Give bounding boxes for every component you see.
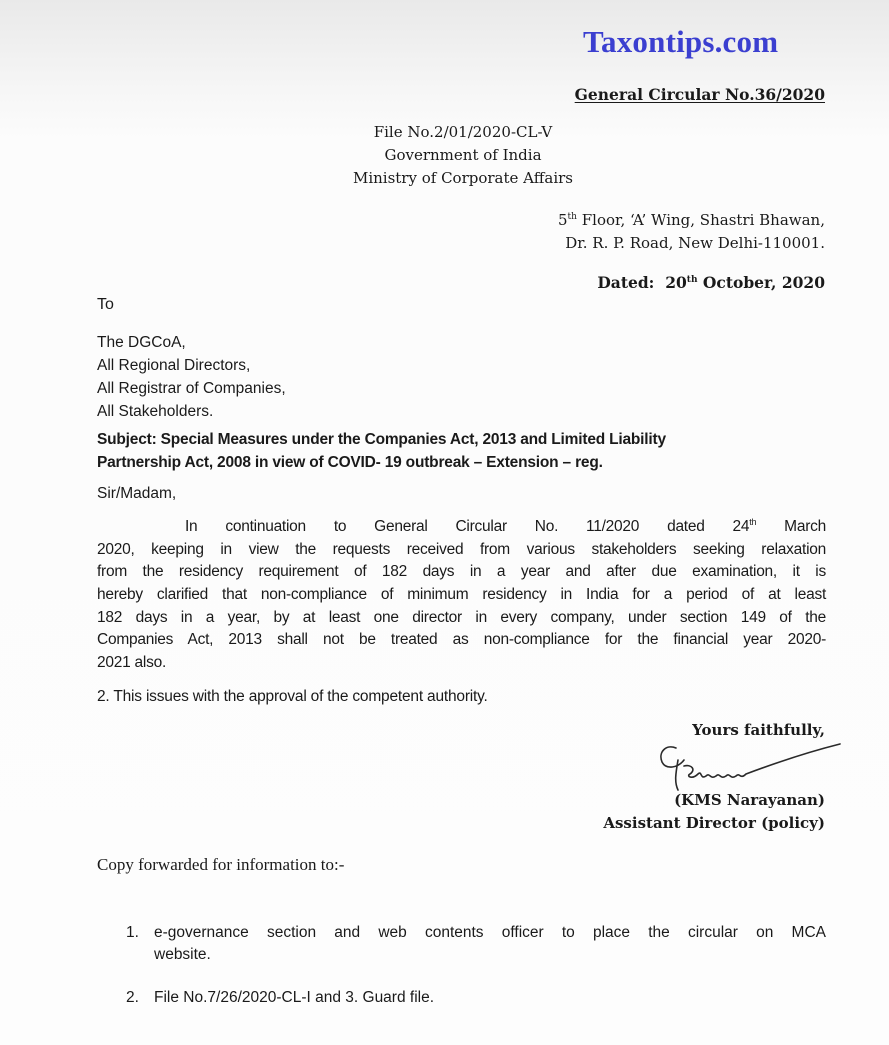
addressee: The DGCoA, — [97, 334, 186, 351]
file-number: File No.2/01/2020-CL-V — [373, 123, 553, 141]
list-item-text: e-governance section and web contents officer to place the circular on MCA — [154, 924, 826, 941]
paragraph-line: 2020, keeping in view the requests received from various stakeholders seeking relaxation — [97, 540, 826, 558]
paragraph-line: Companies Act, 2013 shall not be treated as non-compliance for the financial year 2020- — [97, 631, 826, 649]
addressee: All Registrar of Companies, — [97, 380, 286, 397]
subject-line: Partnership Act, 2008 in view of COVID- 19 outbreak – Extension – reg. — [97, 454, 603, 471]
signatory-name: (KMS Narayanan) — [674, 791, 825, 809]
body-paragraph-2: 2. This issues with the approval of the competent authority. — [97, 688, 488, 705]
copy-list-item — [126, 922, 826, 966]
addressee-list — [97, 331, 286, 423]
ordinal-suffix: th — [567, 212, 577, 222]
salutation: Sir/Madam, — [97, 485, 177, 502]
list-number: 2. — [126, 989, 139, 1006]
address-line-1-text: Floor, ‘A’ Wing, Shastri Bhawan, — [576, 211, 825, 229]
addressee: All Stakeholders. — [97, 403, 214, 420]
paragraph-line — [97, 516, 826, 539]
body-paragraph-1 — [97, 516, 826, 675]
closing: Yours faithfully, — [692, 721, 825, 739]
issuer-block — [328, 121, 598, 190]
paragraph-line: 182 days in a year, by at least one director in every company, under section 149 of the — [97, 608, 826, 626]
floor-number: 5 — [558, 211, 568, 229]
circular-number: General Circular No.36/2020 — [574, 85, 825, 104]
paragraph-line-text: March — [756, 518, 827, 535]
copy-list-item — [126, 987, 826, 1009]
addressee: All Regional Directors, — [97, 357, 251, 374]
subject — [97, 428, 826, 474]
ministry-name: Ministry of Corporate Affairs — [352, 169, 574, 187]
copy-list — [126, 922, 826, 1009]
subject-line: Subject: Special Measures under the Companies Act, 2013 and Limited Liability — [97, 431, 666, 448]
list-number: 1. — [126, 924, 139, 941]
address-line-1 — [558, 209, 825, 232]
dated-day: 20 — [665, 273, 687, 292]
office-address — [558, 209, 825, 255]
signatory-designation: Assistant Director (policy) — [603, 814, 825, 832]
signature-stroke — [661, 744, 840, 790]
copy-forwarded-heading: Copy forwarded for information to:- — [97, 855, 345, 874]
dated-rest: October, 2020 — [697, 273, 825, 292]
dated-ordinal: th — [686, 275, 698, 285]
watermark-brand: Taxontips.com — [583, 24, 779, 59]
paragraph-line-text: In continuation to General Circular No. 11/2020 dated 24 — [185, 518, 750, 535]
paragraph-line: 2021 also. — [97, 654, 167, 672]
ordinal-suffix: th — [749, 517, 757, 527]
list-item-text: website. — [154, 946, 211, 963]
paragraph-line: hereby clarified that non-compliance of minimum residency in India for a period of at least — [97, 586, 826, 604]
paragraph-line: from the residency requirement of 182 days in a year and after due examination, it is — [97, 563, 826, 581]
government-name: Government of India — [384, 146, 542, 164]
dated-label: Dated: — [597, 273, 655, 292]
to-label: To — [97, 296, 114, 313]
address-line-2: Dr. R. P. Road, New Delhi-110001. — [565, 234, 825, 252]
date-line — [597, 273, 825, 292]
list-item-text: File No.7/26/2020-CL-I and 3. Guard file. — [154, 989, 435, 1006]
